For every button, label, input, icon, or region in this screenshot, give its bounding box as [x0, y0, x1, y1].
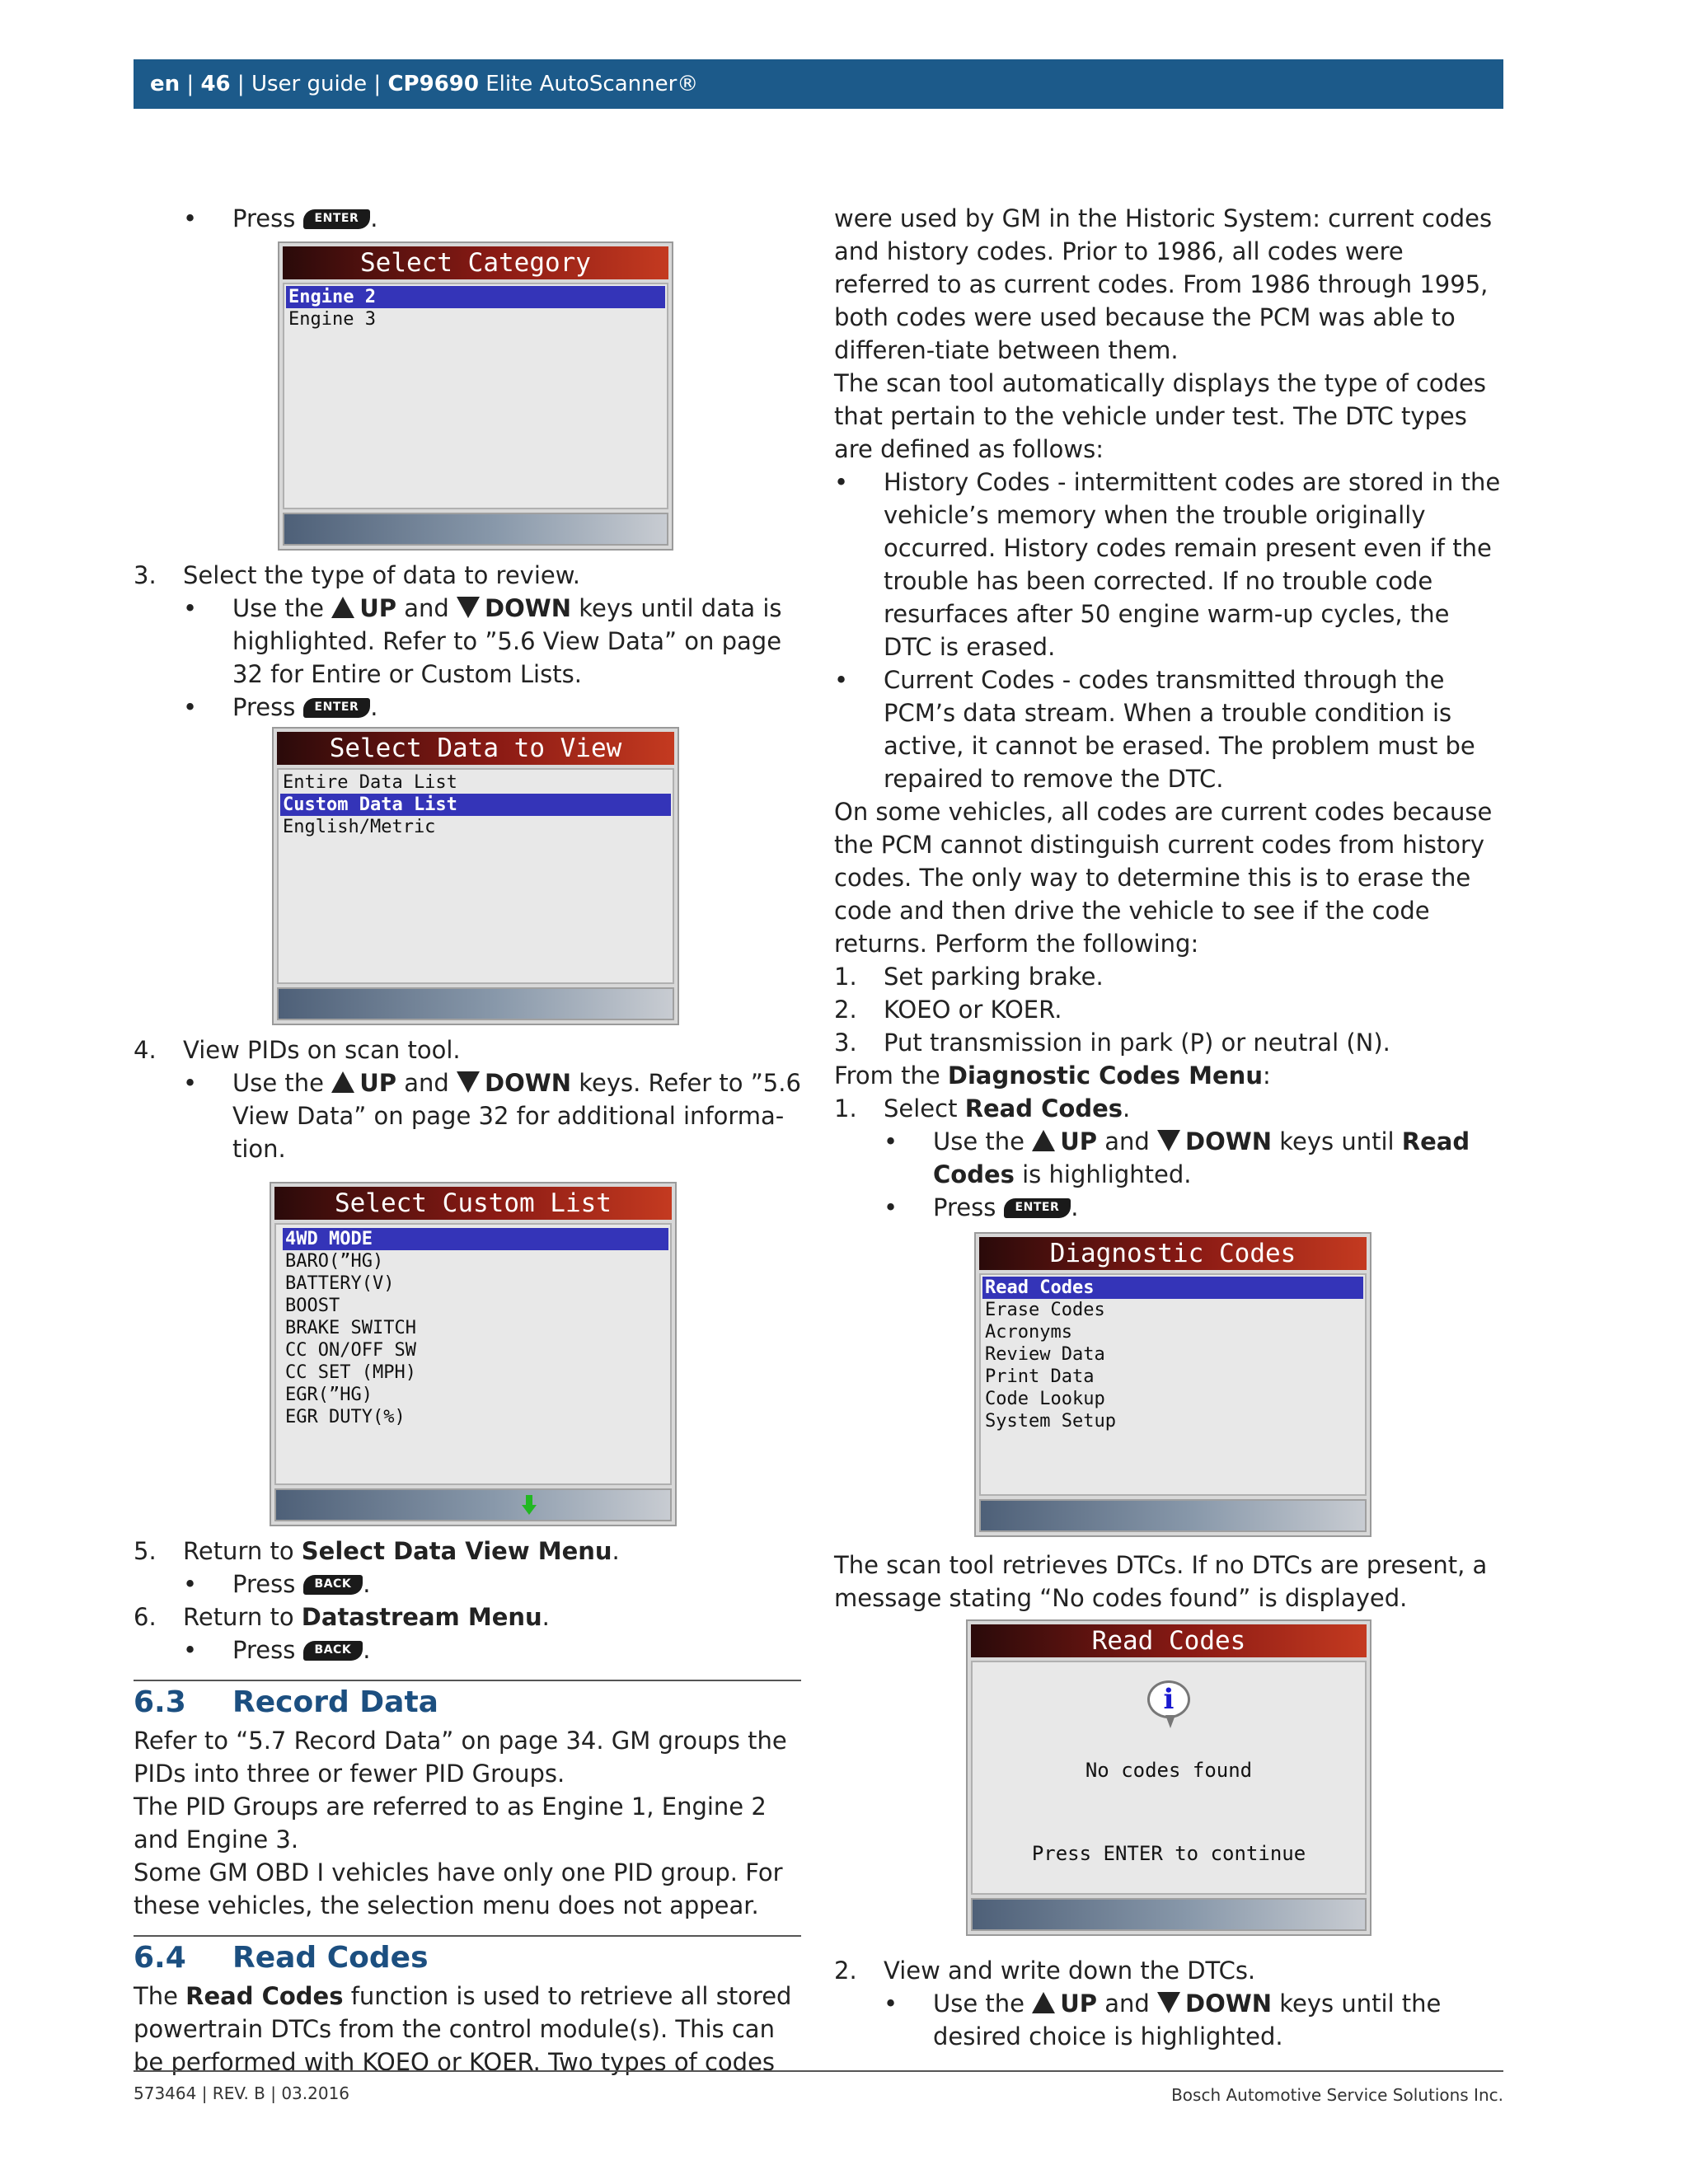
diagnostic-codes-screen	[974, 1232, 1372, 1537]
step-2: 2. View and write down the DTCs.	[834, 1957, 1256, 1985]
header-lang: en	[150, 72, 181, 96]
press-back-2: • Press BACK .	[183, 1636, 371, 1664]
left-column	[134, 202, 801, 2079]
page-header: en | 46 | User guide | CP9690 Elite AutoScanner®	[134, 59, 1503, 109]
up-arrow-icon	[331, 597, 354, 618]
screen-footer	[979, 1499, 1367, 1532]
list-item[interactable]: BARO(”HG)	[285, 1251, 384, 1272]
screen-title: Diagnostic Codes	[979, 1237, 1367, 1270]
up-arrow-icon	[1032, 1992, 1055, 2013]
step-6: 6. Return to Datastream Menu.	[134, 1603, 550, 1631]
step-2-bullet-1: • Use the UP and DOWN keys until the desired choice is highlighted.	[884, 1990, 1442, 2050]
bullet-current-codes: • Current Codes - codes transmitted through the PCM’s data stream. When a trouble condition is active, it cannot be erased. The problem must be repaired to remove the DTC.	[834, 666, 1475, 793]
menu-item-english-metric[interactable]: English/Metric	[283, 817, 436, 837]
step-3-bullet-1: • Use the UP and DOWN keys until data is highlighted. Refer to ”5.6 View Data” on page 32 for Entire or Custom Lists.	[183, 594, 782, 688]
menu-item-custom-data-list[interactable]: Custom Data List	[280, 794, 671, 816]
select-custom-list-screen	[270, 1182, 677, 1526]
header-guide: User guide	[251, 72, 368, 96]
menu-item-acronyms[interactable]: Acronyms	[985, 1322, 1072, 1343]
screen-body	[979, 1273, 1367, 1496]
step-1-bullet-1: • Use the UP and DOWN keys until Read Codes is highlighted.	[884, 1127, 1470, 1188]
down-arrow-icon	[457, 1071, 480, 1093]
up-arrow-icon	[331, 1071, 354, 1093]
header-page-number: 46	[200, 72, 231, 96]
screen-body	[283, 283, 668, 509]
footer-divider	[134, 2070, 1503, 2072]
scroll-down-arrow-icon[interactable]	[522, 1495, 537, 1515]
enter-key-icon: ENTER	[303, 209, 371, 229]
down-arrow-icon	[457, 597, 480, 618]
screen-body	[971, 1661, 1367, 1895]
screen-footer	[283, 513, 668, 546]
info-icon: i	[1144, 1679, 1193, 1728]
menu-item-review-data[interactable]: Review Data	[985, 1344, 1105, 1365]
header-model: CP9690	[387, 72, 479, 96]
step-3: 3. Select the type of data to review.	[134, 561, 580, 589]
step-4: 4. View PIDs on scan tool.	[134, 1036, 461, 1064]
list-item: 3. Put transmission in park (P) or neutral (N).	[834, 1029, 1390, 1057]
back-key-icon: BACK	[303, 1641, 363, 1661]
menu-item-engine-3[interactable]: Engine 3	[288, 309, 376, 330]
bullet-history-codes: • History Codes - intermittent codes are stored in the vehicle’s memory when the trouble originally occurred. History codes remain present even if the trouble has been corrected. If no trouble code resurfaces after 50 engine warm-up cycles, the DTC is erased.	[834, 468, 1501, 661]
press-enter-1: • Press ENTER .	[183, 204, 378, 232]
list-item: 2. KOEO or KOER.	[834, 996, 1062, 1024]
list-item[interactable]: CC SET (MPH)	[285, 1362, 416, 1383]
enter-key-icon: ENTER	[1004, 1198, 1071, 1218]
paragraph-dtc-types: The scan tool automatically displays the type of codes that pertain to the vehicle under test. The DTC types are defined as follows:	[834, 369, 1486, 463]
screen-title: Select Data to View	[277, 732, 674, 765]
menu-item-erase-codes[interactable]: Erase Codes	[985, 1300, 1105, 1320]
menu-item-system-setup[interactable]: System Setup	[985, 1411, 1116, 1432]
paragraph-retrieves-dtcs: The scan tool retrieves DTCs. If no DTCs are present, a message stating “No codes found” is displayed.	[834, 1551, 1488, 1612]
section-6-3-para-2: The PID Groups are referred to as Engine 1, Engine 2 and Engine 3.	[134, 1793, 767, 1854]
screen-footer	[274, 1488, 672, 1521]
list-item: 1. Set parking brake.	[834, 963, 1104, 991]
footer-document-number: 573464 | REV. B | 03.2016	[134, 2083, 350, 2103]
paragraph-history: were used by GM in the Historic System: current codes and history codes. Prior to 1986, all codes were referred to as current codes. From 1986 through 1995, both codes were used because the PCM was able to differen-tiate between them.	[834, 204, 1493, 364]
continue-prompt: Press ENTER to continue	[1031, 1842, 1306, 1865]
section-heading-6-3: 6.3 Record Data	[134, 1685, 438, 1719]
screen-title: Read Codes	[971, 1624, 1367, 1657]
screen-body	[277, 768, 674, 984]
section-heading-6-4: 6.4 Read Codes	[134, 1941, 429, 1975]
down-arrow-icon	[1157, 1992, 1180, 2013]
screen-footer	[971, 1898, 1367, 1931]
menu-item-entire-data-list[interactable]: Entire Data List	[283, 772, 457, 793]
menu-item-code-lookup[interactable]: Code Lookup	[985, 1389, 1105, 1409]
no-codes-message: No codes found	[1085, 1759, 1253, 1782]
list-item[interactable]: BRAKE SWITCH	[285, 1318, 416, 1338]
down-arrow-icon	[1157, 1130, 1180, 1151]
screen-title: Select Custom List	[274, 1187, 672, 1220]
list-item[interactable]: 4WD MODE	[283, 1228, 668, 1250]
list-item[interactable]: EGR(”HG)	[285, 1385, 373, 1405]
press-enter-3: • Press ENTER .	[884, 1193, 1079, 1221]
section-6-3-para-3: Some GM OBD I vehicles have only one PID group. For these vehicles, the selection menu does not appear.	[134, 1858, 783, 1919]
list-item[interactable]: BOOST	[285, 1296, 340, 1316]
step-4-bullet-1: • Use the UP and DOWN keys. Refer to ”5.6 View Data” on page 32 for additional informa-tion.	[183, 1069, 801, 1163]
from-diagnostic-codes-menu: From the Diagnostic Codes Menu:	[834, 1062, 1271, 1090]
menu-item-print-data[interactable]: Print Data	[985, 1366, 1095, 1387]
screen-title: Select Category	[283, 246, 668, 279]
enter-key-icon: ENTER	[303, 698, 371, 718]
list-item[interactable]: BATTERY(V)	[285, 1273, 395, 1294]
back-key-icon: BACK	[303, 1575, 363, 1595]
screen-body	[274, 1223, 672, 1485]
menu-item-engine-2[interactable]: Engine 2	[286, 286, 665, 308]
section-6-3-para-1: Refer to “5.7 Record Data” on page 34. GM groups the PIDs into three or fewer PID Groups.	[134, 1727, 787, 1788]
step-1-select-read-codes: 1. Select Read Codes.	[834, 1094, 1131, 1122]
press-back-1: • Press BACK .	[183, 1570, 371, 1598]
menu-item-read-codes[interactable]: Read Codes	[982, 1277, 1363, 1299]
select-data-to-view-screen	[272, 727, 679, 1025]
footer-company: Bosch Automotive Service Solutions Inc.	[1171, 2085, 1503, 2105]
read-codes-screen	[966, 1619, 1372, 1936]
step-5: 5. Return to Select Data View Menu.	[134, 1537, 620, 1565]
screen-footer	[277, 987, 674, 1020]
header-product: Elite AutoScanner®	[485, 72, 699, 96]
right-column	[834, 202, 1503, 2053]
list-item[interactable]: CC ON/OFF SW	[285, 1340, 416, 1361]
up-arrow-icon	[1032, 1130, 1055, 1151]
press-enter-2: • Press ENTER .	[183, 693, 378, 721]
section-6-4-para-1: The Read Codes function is used to retrieve all stored powertrain DTCs from the control module(s). This can be performed with KOEO or KOER. Two types of codes	[134, 1982, 792, 2076]
select-category-screen	[278, 241, 673, 551]
list-item[interactable]: EGR DUTY(%)	[285, 1407, 406, 1427]
paragraph-current-codes: On some vehicles, all codes are current codes because the PCM cannot distinguish current codes from history codes. The only way to determine this is to erase the code and then drive the vehicle to see if the code returns. Perform the following:	[834, 798, 1493, 958]
